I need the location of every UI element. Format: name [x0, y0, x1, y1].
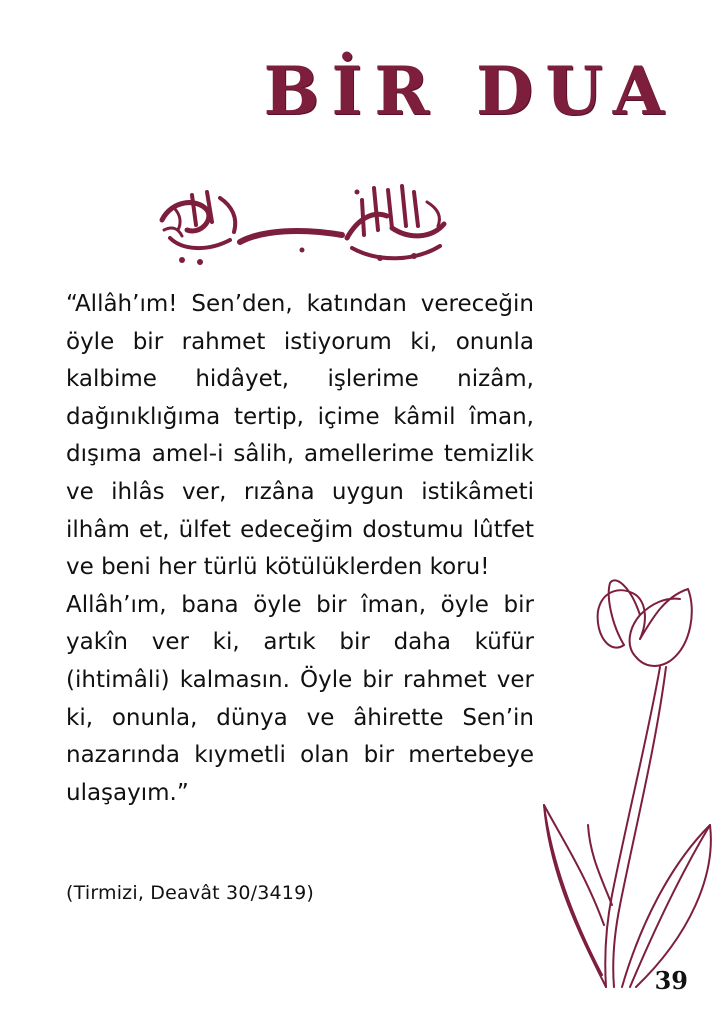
tulip-line-drawing-icon: [540, 575, 724, 995]
source-citation: (Tirmizi, Deavât 30/3419): [66, 882, 314, 904]
page-number: 39: [654, 966, 688, 995]
prayer-text: [66, 286, 534, 812]
prayer-paragraph-2: Allâh’ım, bana öyle bir îman, öyle bir yakîn ver ki, artık bir daha küfür (ihtimâli) kalmasın. Öyle bir rahmet ver ki, onunla, dünya ve âhirette Sen’in nazarında kıymetli olan bir mertebeye ulaşayım.”: [66, 591, 534, 806]
page-title: BİR DUA: [263, 52, 676, 130]
basmala-calligraphy: [152, 180, 452, 270]
prayer-paragraph-1: “Allâh’ım! Sen’den, katından vereceğin öyle bir rahmet istiyorum ki, onunla kalbime hidâyet, işlerime nizâm, dağınıklığıma tertip, içime kâmil îman, dışıma amel-i sâlih, amellerime temizlik ve ihlâs ver, rızâna uygun istikâmeti ilhâm et, ülfet edeceğim dostumu lûtfet ve beni her türlü kötülüklerden koru!: [66, 291, 534, 581]
